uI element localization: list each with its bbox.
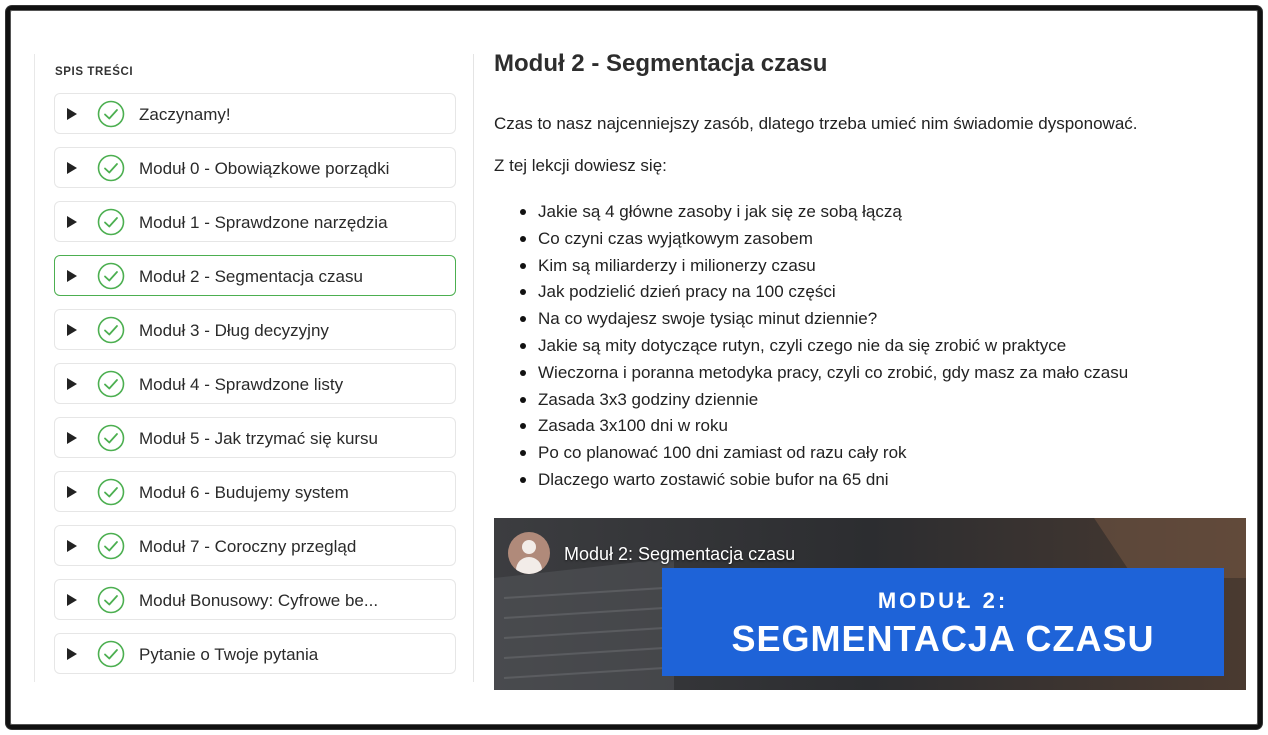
check-circle-icon bbox=[97, 640, 125, 668]
list-item: Jakie są mity dotyczące rutyn, czyli czego nie da się zrobić w praktyce bbox=[538, 335, 1128, 362]
list-item: Na co wydajesz swoje tysiąc minut dziennie? bbox=[538, 308, 1128, 335]
toc-title: SPIS TREŚCI bbox=[55, 66, 134, 78]
toc-item[interactable] bbox=[54, 255, 456, 296]
list-item: Kim są miliarderzy i milionerzy czasu bbox=[538, 255, 1128, 282]
toc-item-label: Pytanie o Twoje pytania bbox=[139, 645, 319, 664]
play-triangle-icon[interactable] bbox=[67, 324, 77, 336]
toc-item-label: Moduł 4 - Sprawdzone listy bbox=[139, 375, 344, 394]
check-circle-icon bbox=[97, 370, 125, 398]
check-circle-icon bbox=[97, 532, 125, 560]
table-of-contents bbox=[34, 54, 474, 682]
toc-item[interactable] bbox=[54, 471, 456, 512]
video-player[interactable] bbox=[494, 518, 1246, 690]
play-triangle-icon[interactable] bbox=[67, 648, 77, 660]
check-circle-icon bbox=[97, 316, 125, 344]
play-triangle-icon[interactable] bbox=[67, 108, 77, 120]
list-item: Jak podzielić dzień pracy na 100 części bbox=[538, 281, 1128, 308]
banner-line-2: SEGMENTACJA CZASU bbox=[731, 618, 1155, 659]
play-triangle-icon[interactable] bbox=[67, 216, 77, 228]
list-item: Dlaczego warto zostawić sobie bufor na 65 dni bbox=[538, 469, 1128, 496]
toc-item-label: Zaczynamy! bbox=[139, 105, 231, 124]
play-triangle-icon[interactable] bbox=[67, 270, 77, 282]
toc-item-label: Moduł 6 - Budujemy system bbox=[139, 483, 349, 502]
channel-avatar[interactable] bbox=[508, 532, 550, 574]
toc-item-label: Moduł 5 - Jak trzymać się kursu bbox=[139, 429, 379, 448]
play-triangle-icon[interactable] bbox=[67, 594, 77, 606]
toc-item-label: Moduł 0 - Obowiązkowe porządki bbox=[139, 159, 390, 178]
video-title[interactable]: Moduł 2: Segmentacja czasu bbox=[564, 544, 796, 564]
play-triangle-icon[interactable] bbox=[67, 540, 77, 552]
list-item: Co czyni czas wyjątkowym zasobem bbox=[538, 228, 1128, 255]
banner-line-1: MODUŁ 2: bbox=[877, 588, 1009, 613]
lesson-intro: Czas to nasz najcenniejszy zasób, dlatego trzeba umieć nim świadomie dysponować. bbox=[494, 114, 1138, 133]
toc-item[interactable] bbox=[54, 201, 456, 242]
list-item: Po co planować 100 dni zamiast od razu cały rok bbox=[538, 442, 1128, 469]
toc-item[interactable] bbox=[54, 417, 456, 458]
toc-item-label: Moduł 1 - Sprawdzone narzędzia bbox=[139, 213, 388, 232]
list-item: Zasada 3x3 godziny dziennie bbox=[538, 389, 1128, 416]
list-item: Zasada 3x100 dni w roku bbox=[538, 415, 1128, 442]
toc-item[interactable] bbox=[54, 525, 456, 566]
toc-item[interactable] bbox=[54, 309, 456, 350]
check-circle-icon bbox=[97, 208, 125, 236]
check-circle-icon bbox=[97, 424, 125, 452]
play-triangle-icon[interactable] bbox=[67, 486, 77, 498]
toc-item[interactable] bbox=[54, 93, 456, 134]
check-circle-icon bbox=[97, 100, 125, 128]
list-item: Wieczorna i poranna metodyka pracy, czyli co zrobić, gdy masz za mało czasu bbox=[538, 362, 1128, 389]
list-item: Jakie są 4 główne zasoby i jak się ze sobą łączą bbox=[538, 201, 1128, 228]
toc-item[interactable] bbox=[54, 363, 456, 404]
play-triangle-icon[interactable] bbox=[67, 162, 77, 174]
lesson-bullet-list bbox=[538, 201, 1128, 496]
play-triangle-icon[interactable] bbox=[67, 432, 77, 444]
toc-item-label: Moduł 2 - Segmentacja czasu bbox=[139, 267, 363, 286]
toc-item[interactable] bbox=[54, 147, 456, 188]
toc-item-label: Moduł 7 - Coroczny przegląd bbox=[139, 537, 357, 556]
toc-list bbox=[54, 93, 456, 687]
lesson-content bbox=[494, 48, 1246, 489]
video-title-banner bbox=[662, 568, 1224, 676]
lesson-subintro: Z tej lekcji dowiesz się: bbox=[494, 156, 667, 175]
lesson-title: Moduł 2 - Segmentacja czasu bbox=[494, 50, 828, 77]
check-circle-icon bbox=[97, 478, 125, 506]
check-circle-icon bbox=[97, 154, 125, 182]
toc-item-label: Moduł Bonusowy: Cyfrowe be... bbox=[139, 591, 379, 610]
play-triangle-icon[interactable] bbox=[67, 378, 77, 390]
toc-item[interactable] bbox=[54, 633, 456, 674]
toc-item-label: Moduł 3 - Dług decyzyjny bbox=[139, 321, 329, 340]
check-circle-icon bbox=[97, 262, 125, 290]
toc-item[interactable] bbox=[54, 579, 456, 620]
check-circle-icon bbox=[97, 586, 125, 614]
